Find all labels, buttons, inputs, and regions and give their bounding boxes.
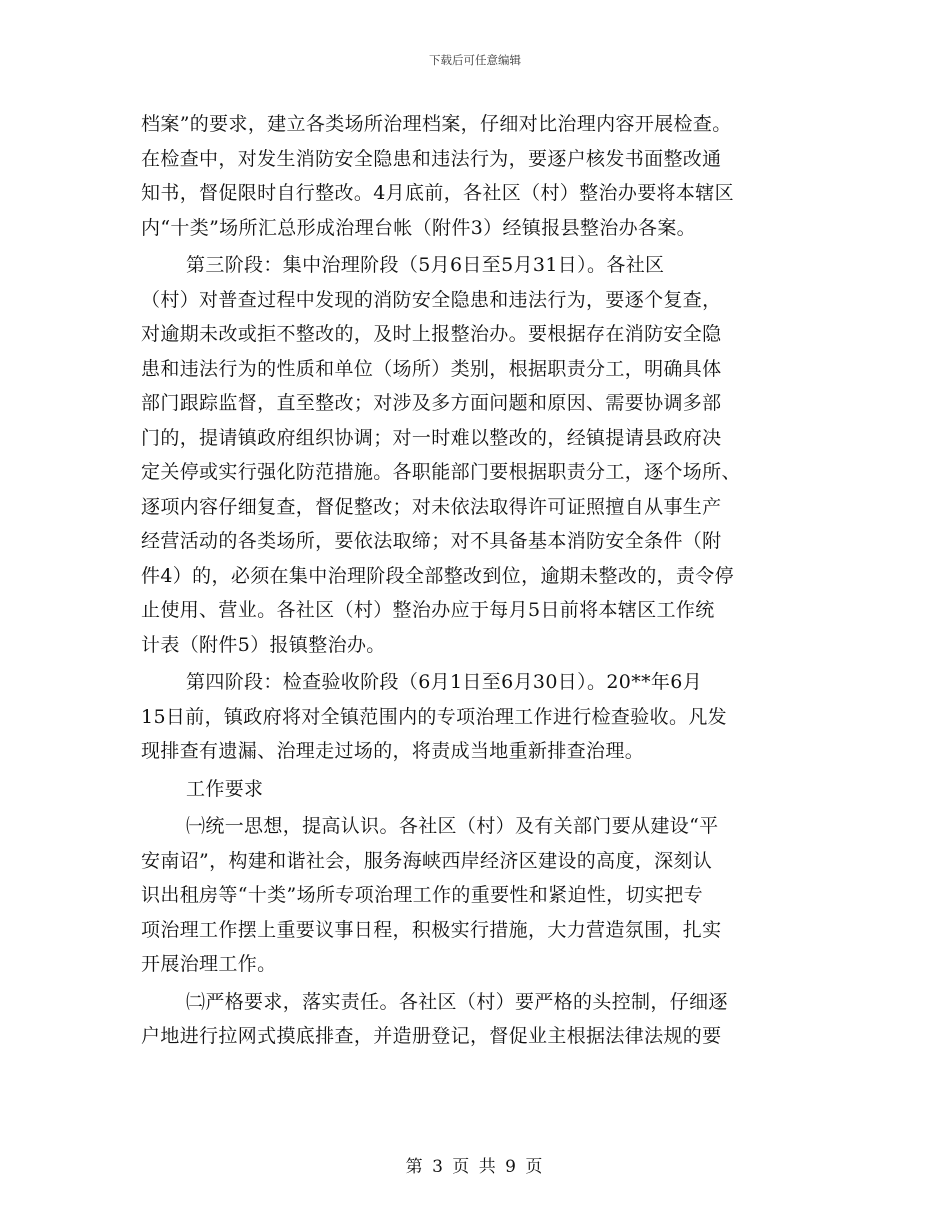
text-line: 项治理工作摆上重要议事日程，积极实行措施，大力营造氛围，扎实 [141,918,722,941]
text-line: 识出租房等“十类”场所专项治理工作的重要性和紧迫性，切实把专 [141,884,703,906]
text-line: ㈡严格要求，落实责任。各社区（村）要严格的头控制，仔细逐 [186,990,728,1013]
text-line: 知书，督促限时自行整改。4月底前，各社区（村）整治办要将本辖区 [141,182,734,204]
text-line: 患和违法行为的性质和单位（场所）类别，根据职责分工，明确具体 [141,357,722,380]
text-line: 在检查中，对发生消防安全隐患和违法行为，要逐户核发书面整改通 [141,147,722,170]
text-line: 对逾期未改或拒不整改的，及时上报整治办。要根据存在消防安全隐 [141,323,722,345]
text-line: 部门跟踪监督，直至整改；对涉及多方面问题和原因、需要协调多部 [141,392,722,414]
text-line: 15日前，镇政府将对全镇范围内的专项治理工作进行检查验收。凡发 [141,705,728,728]
text-line: 档案”的要求，建立各类场所治理档案，仔细对比治理内容开展检查。 [141,113,732,135]
text-line: 现排查有遗漏、治理走过场的，将责成当地重新排查治理。 [141,740,645,762]
text-line: ㈠统一思想，提高认识。各社区（村）及有关部门要从建设“平 [186,815,719,837]
page-header: 下载后可任意编辑 [429,53,521,67]
text-line: 户地进行拉网式摸底排查，并造册登记，督促业主根据法律法规的要 [141,1025,722,1047]
text-line: 门的，提请镇政府组织协调；对一时难以整改的，经镇提请县政府决 [141,426,722,449]
text-line: 止使用、营业。各社区（村）整治办应于每月5日前将本辖区工作统 [141,599,715,621]
page-footer: 第 3 页 共 9 页 [405,1157,545,1177]
text-line: 第四阶段：检查验收阶段（6月1日至6月30日）。20**年6月 [186,671,703,693]
text-line: 安南诏”，构建和谐社会，服务海峡西岸经济区建设的高度，深刻认 [141,849,713,872]
text-line: 开展治理工作。 [141,953,277,975]
text-line: 逐项内容仔细复查，督促整改；对未依法取得许可证照擅自从事生产 [141,495,722,518]
text-line: 内“十类”场所汇总形成治理台帐（附件3）经镇报县整治办各案。 [141,216,697,239]
text-line: 经营活动的各类场所，要依法取缔；对不具备基本消防安全条件（附 [141,530,722,552]
text-line: 工作要求 [186,777,264,800]
document-body [141,107,813,1054]
text-line: （村）对普查过程中发现的消防安全隐患和违法行为，要逐个复查， [141,288,722,311]
text-line: 计表（附件5）报镇整治办。 [141,633,386,656]
text-line: 第三阶段：集中治理阶段（5月6日至5月31日）。各社区 [186,254,665,276]
text-line: 件4）的，必须在集中治理阶段全部整改到位，逾期未整改的，责令停 [141,564,734,587]
text-line: 定关停或实行强化防范措施。各职能部门要根据职责分工，逐个场所、 [141,461,741,483]
